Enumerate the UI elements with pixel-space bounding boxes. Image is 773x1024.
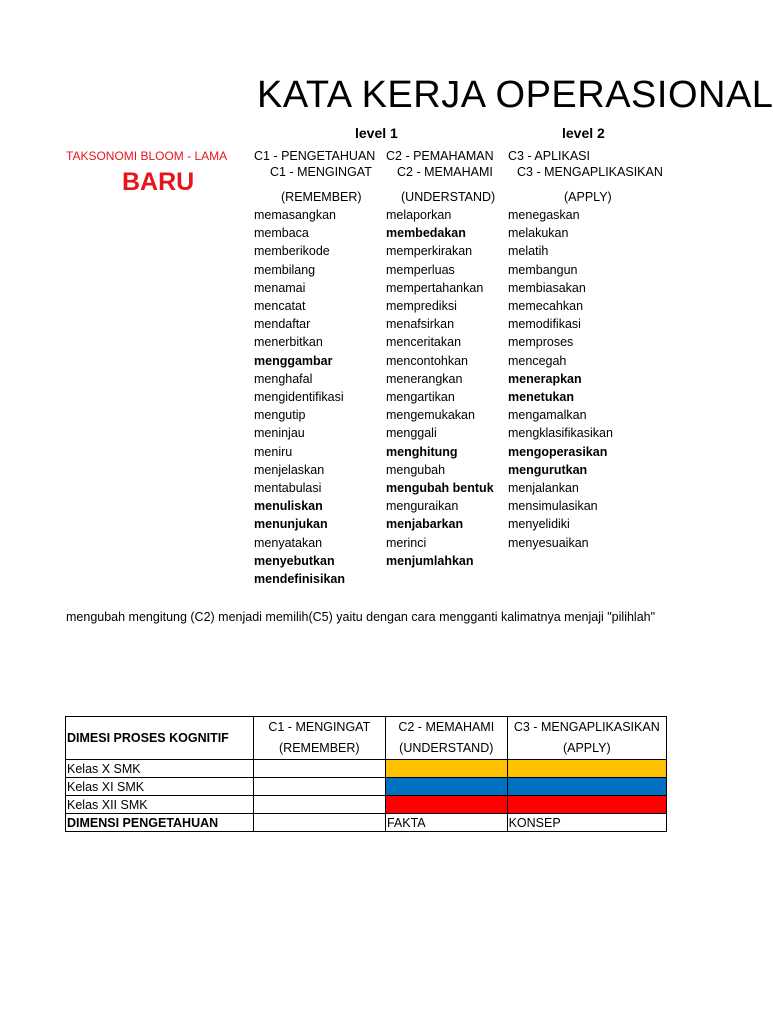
verb-item: menegaskan (508, 208, 580, 222)
table-footer-row (66, 814, 667, 832)
footer-cell: FAKTA (385, 814, 507, 832)
verb-item: menyatakan (254, 535, 323, 550)
verb-item: menghitung (386, 444, 458, 459)
verb-item: menggambar (254, 353, 333, 368)
table-header-c1-line1: C1 - MENGINGAT (268, 720, 371, 734)
table-row (66, 796, 667, 814)
table-corner-header: DIMESI PROSES KOGNITIF (66, 717, 254, 760)
verb-item: menggali (386, 426, 437, 441)
level-1-label: level 1 (355, 125, 398, 141)
verb-item: menyelidiki (508, 517, 570, 532)
verb-item: menerbitkan (254, 335, 323, 350)
verb-item: mensimulasikan (508, 499, 598, 514)
footer-cell (253, 814, 385, 832)
verb-item: mendefinisikan (254, 572, 345, 587)
verb-item: menerapkan (508, 371, 582, 386)
verb-item: memprediksi (386, 299, 457, 314)
page-title: KATA KERJA OPERASIONAL (257, 74, 773, 116)
c2-english-header: (UNDERSTAND) (401, 190, 496, 204)
verb-item: mempertahankan (386, 280, 484, 295)
verb-item: melaporkan (386, 208, 452, 222)
c2-verb-list (386, 206, 494, 570)
footer-label: DIMENSI PENGETAHUAN (66, 814, 254, 832)
verb-item: mengartikan (386, 390, 455, 405)
verb-item: melakukan (508, 226, 569, 241)
c3-verb-list (508, 206, 613, 552)
table-row (66, 778, 667, 796)
verb-item: mengidentifikasi (254, 390, 344, 405)
verb-item: mencontohkan (386, 353, 469, 368)
c1-verb-list (254, 206, 345, 588)
taxonomy-label: TAKSONOMI BLOOM - LAMA (66, 149, 228, 163)
verb-item: membiasakan (508, 280, 586, 295)
verb-item: menafsirkan (386, 317, 455, 332)
verb-item: mengubah bentuk (386, 481, 494, 496)
c2-new-header: C2 - MEMAHAMI (397, 165, 493, 179)
table-header-c1-line2: (REMEMBER) (279, 741, 360, 755)
verb-item: menunjukan (254, 517, 328, 532)
verb-item: mengemukakan (386, 408, 475, 423)
verb-item: menyebutkan (254, 553, 335, 568)
c1-english-header: (REMEMBER) (281, 190, 362, 204)
table-header-c3-line1: C3 - MENGAPLIKASIKAN (513, 720, 660, 734)
table-cell (253, 760, 385, 778)
table-header-c1 (253, 717, 385, 760)
verb-item: merinci (386, 535, 427, 550)
verb-item: membaca (254, 226, 309, 241)
verb-item: memperkirakan (386, 244, 473, 259)
row-label: Kelas XII SMK (66, 796, 254, 814)
table-header-c3 (507, 717, 666, 760)
verb-item: memperluas (386, 262, 455, 277)
colored-cell (507, 796, 666, 814)
verb-item: mencatat (254, 299, 306, 314)
verb-item: memberikode (254, 244, 330, 259)
verb-item: menamai (254, 280, 306, 295)
verb-item: mengklasifikasikan (508, 426, 613, 441)
verb-item: memecahkan (508, 299, 584, 314)
verb-item: menghafal (254, 371, 313, 386)
verb-item: menetukan (508, 390, 574, 405)
verb-item: membedakan (386, 226, 466, 241)
verb-item: menjelaskan (254, 462, 325, 477)
cognitive-dimension-table (65, 716, 667, 832)
verb-item: mencegah (508, 353, 567, 368)
c2-old-header: C2 - PEMAHAMAN (386, 149, 494, 163)
verb-item: mengutip (254, 408, 306, 423)
row-label: Kelas X SMK (66, 760, 254, 778)
colored-cell (507, 778, 666, 796)
verb-item: menerangkan (386, 371, 463, 386)
c1-old-header: C1 - PENGETAHUAN (254, 149, 376, 163)
note-text: mengubah mengitung (C2) menjadi memilih(C5) yaitu dengan cara mengganti kalimatnya menjaji "pilihlah" (66, 610, 656, 624)
verb-item: mengamalkan (508, 408, 587, 423)
table-cell (253, 796, 385, 814)
verb-item: memproses (508, 335, 574, 350)
table-header-row (66, 717, 667, 760)
c1-new-header: C1 - MENGINGAT (270, 165, 372, 179)
c3-new-header: C3 - MENGAPLIKASIKAN (517, 165, 663, 179)
table-header-c2 (385, 717, 507, 760)
colored-cell (385, 760, 507, 778)
verb-item: mengoperasikan (508, 444, 608, 459)
table-cell (253, 778, 385, 796)
verb-item: membangun (508, 262, 578, 277)
verb-item: membilang (254, 262, 316, 277)
c3-old-header: C3 - APLIKASI (508, 149, 590, 163)
verb-item: mentabulasi (254, 481, 322, 496)
level-2-label: level 2 (562, 125, 605, 141)
colored-cell (385, 796, 507, 814)
row-label: Kelas XI SMK (66, 778, 254, 796)
table-row (66, 760, 667, 778)
table-header-c2-line2: (UNDERSTAND) (399, 741, 494, 755)
verb-item: meninjau (254, 426, 305, 441)
verb-item: meniru (254, 444, 293, 459)
footer-cell: KONSEP (507, 814, 666, 832)
verb-item: menjumlahkan (386, 553, 474, 568)
verb-item: menuliskan (254, 499, 323, 514)
verb-item: mendaftar (254, 317, 311, 332)
verb-item: menceritakan (386, 335, 462, 350)
c3-english-header: (APPLY) (564, 190, 612, 204)
verb-item: menjalankan (508, 481, 579, 496)
verb-item: mengurutkan (508, 462, 588, 477)
taxonomy-new-label: BARU (122, 168, 195, 196)
colored-cell (507, 760, 666, 778)
table-header-c2-line1: C2 - MEMAHAMI (398, 720, 495, 734)
verb-item: memodifikasi (508, 317, 581, 332)
verb-item: melatih (508, 244, 549, 259)
verb-item: menguraikan (386, 499, 459, 514)
verb-item: menyesuaikan (508, 535, 589, 550)
colored-cell (385, 778, 507, 796)
verb-item: menjabarkan (386, 517, 464, 532)
verb-item: mengubah (386, 462, 446, 477)
table-header-c3-line2: (APPLY) (562, 741, 611, 755)
verb-item: memasangkan (254, 208, 336, 222)
